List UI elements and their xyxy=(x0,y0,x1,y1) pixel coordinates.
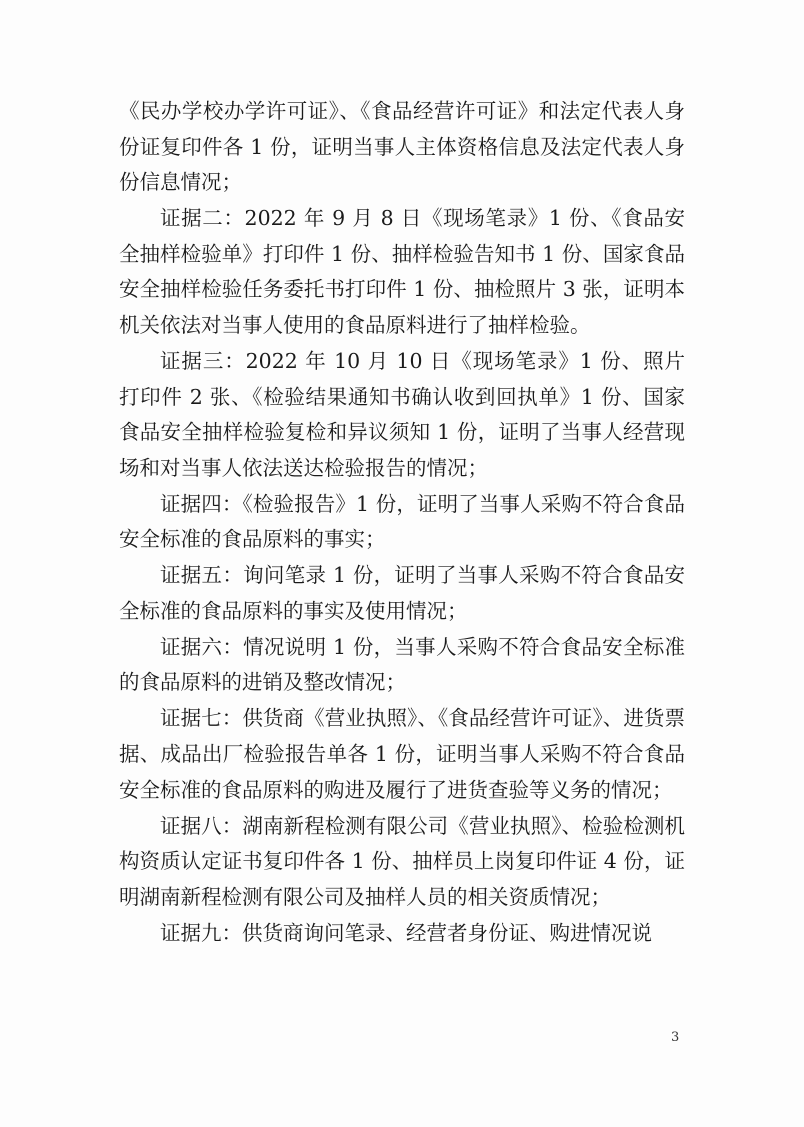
paragraph-evidence-6: 证据六：情况说明 1 份，当事人采购不符合食品安全标准的食品原料的进销及整改情况； xyxy=(119,634,685,695)
paragraph-evidence-8: 证据八：湖南新程检测有限公司《营业执照》、检验检测机构资质认定证书复印件各 1 份、抽样员上岗复印件证 4 份，证明湖南新程检测有限公司及抽样人员的相关资质情况； xyxy=(119,813,685,909)
paragraph-evidence-9: 证据九：供货商询问笔录、经营者身份证、购进情况说 xyxy=(160,920,652,945)
paragraph-evidence-7: 证据七：供货商《营业执照》、《食品经营许可证》、进货票据、成品出厂检验报告单各 1 份，证明当事人采购不符合食品安全标准的食品原料的购进及履行了进货查验等义务的情况； xyxy=(119,706,685,802)
paragraph-evidence-3: 证据三：2022 年 10 月 10 日《现场笔录》1 份、照片打印件 2 张、《检验结果通知书确认收到回执单》1 份、国家食品安全抽样检验复检和异议须知 1 份，证明了当事人经营现场和对当事人依法送达检验报告的情况； xyxy=(119,348,685,480)
paragraph-evidence-5: 证据五：询问笔录 1 份，证明了当事人采购不符合食品安全标准的食品原料的事实及使用情况； xyxy=(119,563,685,623)
document-body xyxy=(119,94,685,951)
paragraph-evidence-2: 证据二：2022 年 9 月 8 日《现场笔录》1 份、《食品安全抽样检验单》打印件 1 份、抽样检验告知书 1 份、国家食品安全抽样检验任务委托书打印件 1 份、抽检照片 3 张，证明本机关依法对当事人使用的食品原料进行了抽样检验。 xyxy=(119,206,685,337)
paragraph-evidence-4: 证据四：《检验报告》1 份，证明了当事人采购不符合食品安全标准的食品原料的事实； xyxy=(119,491,685,552)
page-number: 3 xyxy=(671,1030,680,1045)
paragraph-continuation: 《民办学校办学许可证》、《食品经营许可证》和法定代表人身份证复印件各 1 份，证明当事人主体资格信息及法定代表人身份信息情况； xyxy=(119,99,685,195)
